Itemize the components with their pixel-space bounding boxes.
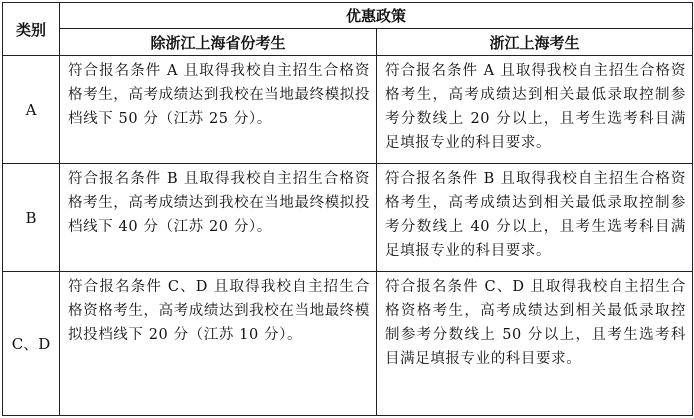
- local-policy-cell: 符合报名条件 B 且取得我校自主招生合格资格考生，高考成绩达到我校在当地最终模拟投档线下 40 分（江苏 20 分）。: [60, 164, 377, 272]
- local-students-header: 除浙江上海省份考生: [60, 29, 377, 56]
- policy-table: [2, 2, 693, 416]
- local-policy-cell: 符合报名条件 A 且取得我校自主招生合格资格考生，高考成绩达到我校在当地最终模拟投档线下 50 分（江苏 25 分）。: [60, 56, 377, 164]
- category-header: 类别: [3, 3, 60, 56]
- policy-group-header: 优惠政策: [60, 3, 693, 29]
- table-row: [3, 164, 693, 272]
- header-row-1: [3, 3, 693, 29]
- table-row: [3, 272, 693, 416]
- category-cell: B: [3, 164, 60, 272]
- category-cell: C、D: [3, 272, 60, 416]
- local-policy-cell: 符合报名条件 C、D 且取得我校自主招生合格资格考生，高考成绩达到我校在当地最终模拟投档线下 20 分（江苏 10 分）。: [60, 272, 377, 416]
- category-cell: A: [3, 56, 60, 164]
- table-row: [3, 56, 693, 164]
- zjsh-policy-cell: 符合报名条件 B 且取得我校自主招生合格资格考生，高考成绩达到相关最低录取控制参考分数线上 40 分以上，且考生选考科目满足填报专业的科目要求。: [377, 164, 693, 272]
- zjsh-policy-cell: 符合报名条件 C、D 且取得我校自主招生合格资格考生，高考成绩达到相关最低录取控制参考分数线上 50 分以上，且考生选考科目满足填报专业的科目要求。: [377, 272, 693, 416]
- zhejiang-shanghai-header: 浙江上海考生: [377, 29, 693, 56]
- header-row-2: [3, 29, 693, 56]
- zjsh-policy-cell: 符合报名条件 A 且取得我校自主招生合格资格考生，高考成绩达到相关最低录取控制参考分数线上 20 分以上，且考生选考科目满足填报专业的科目要求。: [377, 56, 693, 164]
